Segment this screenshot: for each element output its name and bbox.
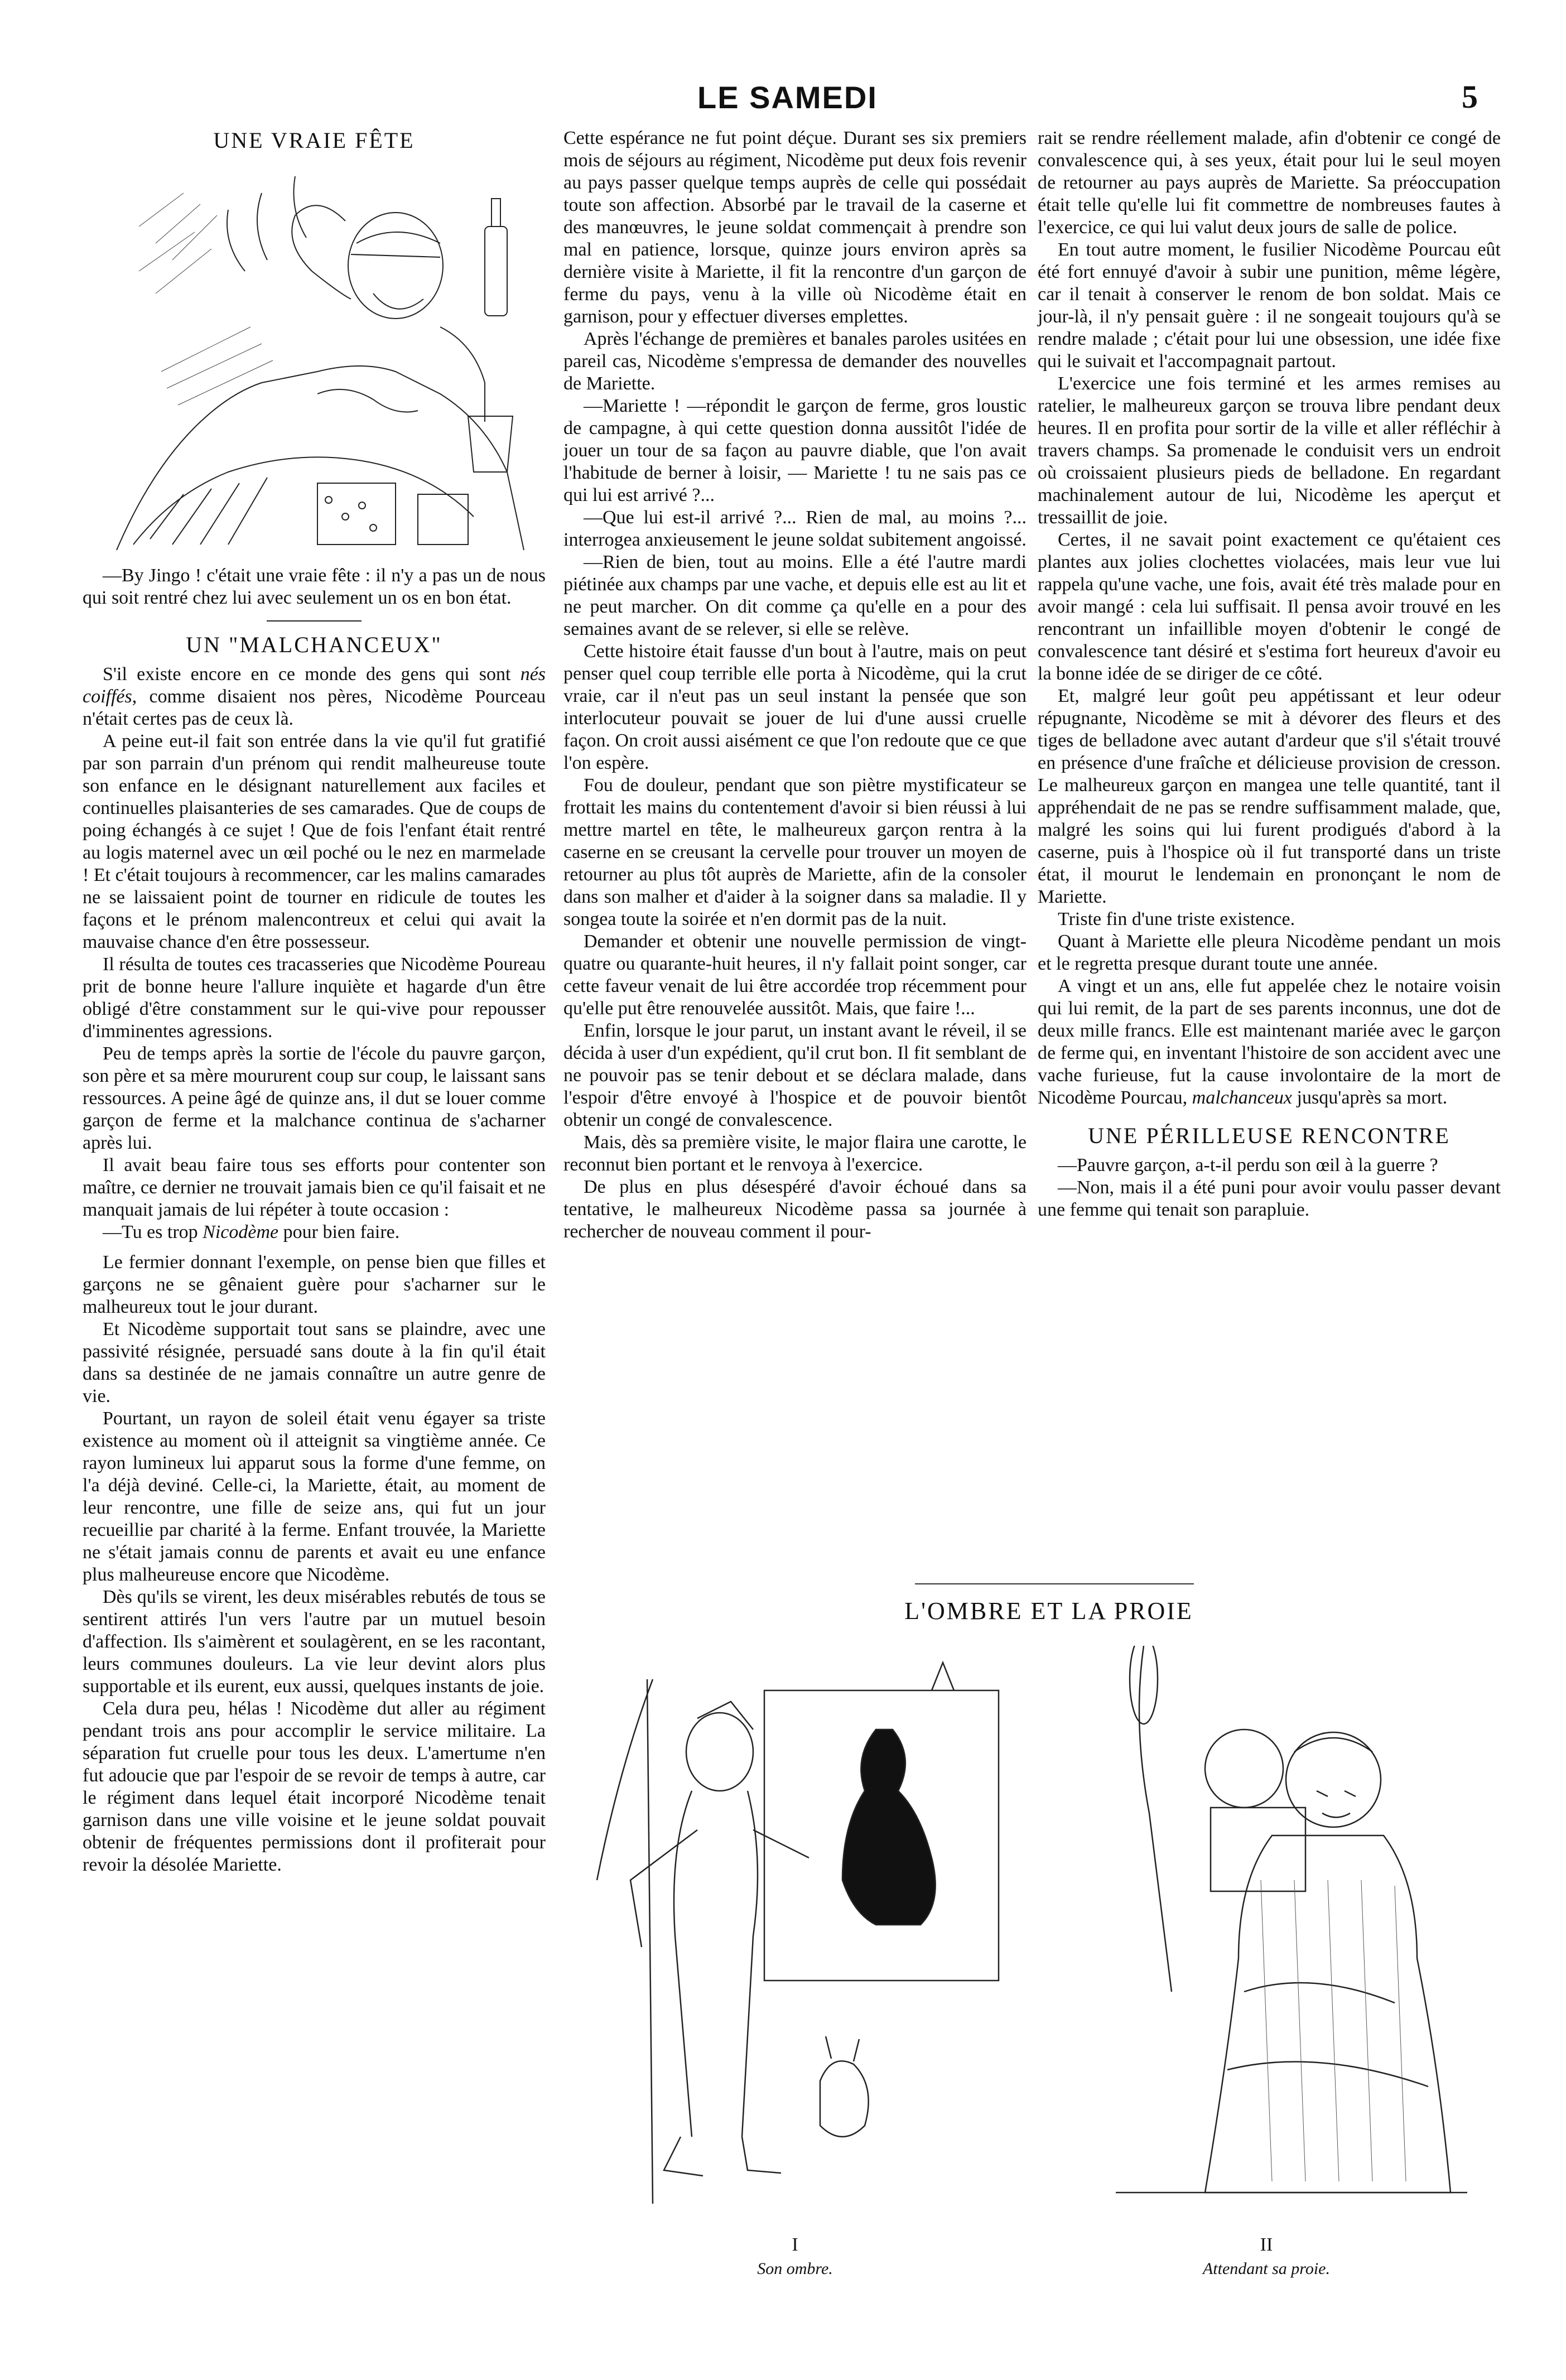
figure-caption: Attendant sa proie. xyxy=(1202,2259,1331,2278)
paragraph: Cela dura peu, hélas ! Nicodème dut aller au régiment pendant trois ans pour accomplir le service militaire. La séparation fut cruelle pour tous les deux. L'amertume n'en fut adoucie que par l'espoir de se revoir de temps à autre, car le régiment dans lequel était incorporé Nicodème tenait garnison dans une ville voisine et le jeune soldat pouvait obtenir de fréquentes permissions dont il profiterait pour revoir la désolée Mariette. xyxy=(83,1698,546,1875)
woman-waiting-illustration xyxy=(1060,1646,1495,2232)
paragraph: Le fermier donnant l'exemple, on pense bien que filles et garçons ne se gênaient guère pour s'acharner sur le malheureux tout le jour durant. xyxy=(83,1252,546,1317)
paragraph: Certes, il ne savait point exactement ce qu'étaient ces plantes aux jolies clochettes violacées, mais leur vue lui rappela qu'une vache, une fois, avait été très malade pour en avoir mangé : cela lui suffisait. Il pensa avoir trouvé en les rencontrant un infaillible moyen d'obtenir le congé de convalescence tant désiré et s'estima fort heureux d'avoir eu la bonne idée de se diriger de ce côté. xyxy=(1038,529,1501,684)
heading-perilleuse-rencontre: UNE PÉRILLEUSE RENCONTRE xyxy=(1088,1123,1451,1148)
newspaper-title: LE SAMEDI xyxy=(697,80,878,115)
paragraph: Peu de temps après la sortie de l'école du pauvre garçon, son père et sa mère moururent coup sur coup, le laissant sans ressources. A peine âgé de quinze ans, il dut se louer comme garçon de ferme et la malchance continua de s'acharner après lui. xyxy=(83,1043,546,1153)
figure-number: II xyxy=(1260,2234,1273,2255)
paragraph: Pourtant, un rayon de soleil était venu égayer sa triste existence au moment où il atteignit sa vingtième année. Ce rayon lumineux lui apparut sous la forme d'une femme, on l'a déjà deviné. Celle-ci, la Mariette, était, au moment de leur rencontre, une fille de seize ans, qui fut un jour recueillie par charité à la ferme. Enfant trouvée, la Mariette ne s'était jamais connu de parents et avait eu une enfance plus malheureuse encore que Nicodème. xyxy=(83,1408,546,1585)
paragraph: L'exercice une fois terminé et les armes remises au ratelier, le malheureux garçon se trouva libre pendant deux heures. Il en profita pour sortir de la ville et aller réfléchir à travers champs. Sa promenade le conduisit vers un endroit où croissaient plusieurs pieds de belladone. En regardant machinalement autour de lui, Nicodème les aperçut et tressaillit de joie. xyxy=(1038,373,1501,528)
paragraph: En tout autre moment, le fusilier Nicodème Pourcau eût été fort ennuyé d'avoir à subir une punition, même légère, car il tenait à conserver le renom de bon soldat. Mais ce jour-là, il n'y pensait guère : il ne songeait toujours qu'à se rendre malade ; c'était pour lui une obsession, une idée fixe qui le suivait et l'accompagnait partout. xyxy=(1038,239,1501,372)
column-2 xyxy=(563,127,1027,1243)
column-3 xyxy=(1038,127,1501,1221)
paragraph: rait se rendre réellement malade, afin d'obtenir ce congé de convalescence qui, à ses yeux, était pour lui le seul moyen de retourner au pays auprès de Mariette. Sa préoccupation était telle qu'elle lui fit commettre de nombreuses fautes à l'exercice, ce qui lui valut deux jours de salle de police. xyxy=(1038,128,1501,238)
paragraph: —Tu es trop Nicodème pour bien faire. xyxy=(103,1222,400,1242)
paragraph: Enfin, lorsque le jour parut, un instant avant le réveil, il se décida à user d'un expédient, qu'il crut bon. Il fit semblant de ne pouvoir pas se tenir debout et se déclara malade, dans l'espoir d'être envoyé à l'hospice et de pouvoir bientôt obtenir un congé de convalescence. xyxy=(563,1020,1027,1130)
paragraph: Il résulta de toutes ces tracasseries que Nicodème Poureau prit de bonne heure l'allure inquiète et hagarde d'un être obligé d'être constamment sur le qui-vive pour repousser d'imminentes agressions. xyxy=(83,954,546,1042)
heading-vraie-fete: UNE VRAIE FÊTE xyxy=(213,128,415,153)
paragraph: Demander et obtenir une nouvelle permission de vingt-quatre ou quarante-huit heures, il n'y fallait point songer, car cette faveur venait de lui être accordée trop récemment pour qu'elle put être renouvelée aussitôt. Mais, que faire !... xyxy=(563,931,1027,1019)
paragraph: Il avait beau faire tous ses efforts pour contenter son maître, ce dernier ne trouvait jamais bien ce qu'il faisait et ne manquait jamais de lui répéter à toute occasion : xyxy=(83,1155,546,1220)
page-number: 5 xyxy=(1462,79,1478,115)
paragraph: Après l'échange de premières et banales paroles usitées en pareil cas, Nicodème s'empressa de demander des nouvelles de Mariette. xyxy=(563,329,1027,394)
heading-malchanceux: UN "MALCHANCEUX" xyxy=(186,632,442,657)
paragraph: Cette espérance ne fut point déçue. Durant ses six premiers mois de séjours au régiment, Nicodème put deux fois revenir au pays passer quelque temps auprès de celle qui possédait toute son affection. Absorbé par le travail de la caserne et des manœuvres, le jeune soldat commençait à prendre son mal en patience, lorsque, quinze jours environ après sa dernière visite à Mariette, il fit la rencontre d'un garçon de ferme du pays, venu à la ville où Nicodème était en garnison, pour y effectuer diverses emplettes. xyxy=(563,128,1027,327)
paragraph: —Non, mais il a été puni pour avoir voulu passer devant une femme qui tenait son parapluie. xyxy=(1038,1177,1501,1220)
paragraph: S'il existe encore en ce monde des gens qui sont nés coiffés, comme disaient nos pères, Nicodème Pourceau n'était certes pas de ceux là. xyxy=(83,664,546,729)
paragraph: —Rien de bien, tout au moins. Elle a été l'autre mardi piétinée aux champs par une vache, et depuis elle est au lit et ne peut marcher. On dit comme ça qu'elle en a pour des semaines avant de se relever, si elle se relève. xyxy=(563,552,1027,639)
paragraph: Cette histoire était fausse d'un bout à l'autre, mais on peut penser quel coup terrible elle porta à Nicodème, qui la crut vraie, car il n'eut pas un seul instant la pensée que son interlocuteur pouvait se jouer de lui d'une aussi cruelle façon. On croit aussi aisément ce que l'on redoute que ce que l'on espère. xyxy=(563,641,1027,773)
paragraph: A peine eut-il fait son entrée dans la vie qu'il fut gratifié par son parrain d'un prénom qui rendit malheureuse toute son enfance en le désignant naturellement aux faciles et continuelles plaisanteries de ses camarades. Que de coups de poing échangés à ce sujet ! Que de fois l'enfant était rentré au logis maternel avec un œil poché ou le nez en marmelade ! Et c'était toujours à recommencer, car les malins camarades ne se laissaient point de tourner en ridicule de toutes les façons et le prénom malencontreux et celui qui avait la mauvaise chance d'en être possesseur. xyxy=(83,731,546,952)
sick-man-in-bed-illustration xyxy=(83,159,547,562)
paragraph: —Pauvre garçon, a-t-il perdu son œil à la guerre ? xyxy=(1058,1155,1438,1175)
paragraph: De plus en plus désespéré d'avoir échoué dans sa tentative, le malheureux Nicodème passa sa journée à rechercher de nouveau comment il pour- xyxy=(563,1177,1027,1242)
caption-vraie-fete: —By Jingo ! c'était une vraie fête : il n'y a pas un de nous qui soit rentré chez lui avec seulement un os en bon état. xyxy=(83,565,546,608)
divider xyxy=(267,620,362,622)
paragraph: —Que lui est-il arrivé ?... Rien de mal, au moins ?... interrogea anxieusement le jeune soldat subitement angoissé. xyxy=(563,507,1027,550)
paragraph: Quant à Mariette elle pleura Nicodème pendant un mois et le regretta presque durant toute une année. xyxy=(1038,931,1501,974)
masthead xyxy=(0,73,1566,117)
paragraph: Mais, dès sa première visite, le major flaira une carotte, le reconnut bien portant et le renvoya à l'exercice. xyxy=(563,1132,1027,1175)
paragraph: Triste fin d'une triste existence. xyxy=(1058,909,1295,929)
soldier-and-shadow-illustration xyxy=(563,1646,1027,2232)
figure-caption: Son ombre. xyxy=(757,2259,833,2278)
paragraph: Et Nicodème supportait tout sans se plaindre, avec une passivité résignée, persuadé sans doute à la fin qu'il était dans sa destinée de ne jamais connaître un autre genre de vie. xyxy=(83,1319,546,1406)
column-1 xyxy=(83,127,546,1876)
paragraph: —Mariette ! —répondit le garçon de ferme, gros loustic de campagne, à qui cette question donna aussitôt l'idée de jouer un tour de sa façon au pauvre diable, que l'on avait l'habitude de berner à loisir, — Mariette ! tu ne sais pas ce qui lui est arrivé ?... xyxy=(563,396,1027,505)
figure-number: I xyxy=(792,2234,798,2255)
paragraph: Dès qu'ils se virent, les deux misérables rebutés de tous se sentirent attirés l'un vers l'autre par un mutuel besoin d'affection. Ils s'aimèrent et soulagèrent, en se les racontant, leurs communes douleurs. La vie leur devint alors plus supportable et ils eurent, eux aussi, quelques instants de joie. xyxy=(83,1587,546,1697)
heading-ombre-proie: L'OMBRE ET LA PROIE xyxy=(904,1597,1193,1625)
paragraph: A vingt et un ans, elle fut appelée chez le notaire voisin qui lui remit, de la part de ses parents inconnus, une dot de deux mille francs. Elle est maintenant mariée avec le garçon de ferme qui, en inventant l'histoire de son accident avec une vache furieuse, fut la cause involontaire de la mort de Nicodème Pourcau, malchanceux jusqu'après sa mort. xyxy=(1038,976,1501,1108)
divider xyxy=(915,1583,1194,1584)
paragraph: Et, malgré leur goût peu appétissant et leur odeur répugnante, Nicodème se mit à dévorer des fleurs et des tiges de belladone avec autant d'ardeur que s'il s'était trouvé en présence d'une fraîche et délicieuse provision de cresson. Le malheureux garçon en mangea une telle quantité, tant il appréhendait de ne pas se rendre suffisamment malade, que, malgré les soins qui lui furent prodigués d'abord à la caserne, puis à l'hospice où il fut transporté dans un triste état, il mourut le lendemain en prononçant le nom de Mariette. xyxy=(1038,686,1501,907)
paragraph: Fou de douleur, pendant que son piètre mystificateur se frottait les mains du contentement d'avoir si bien réussi à lui mettre martel en tête, le malheureux garçon rentra à la caserne en se creusant la cervelle pour trouver un moyen de retourner au plus tôt auprès de Mariette, afin de la consoler dans son malher et d'aider à la soigner dans sa maladie. Il y songea toute la soirée et n'en dormit pas de la nuit. xyxy=(563,775,1027,929)
